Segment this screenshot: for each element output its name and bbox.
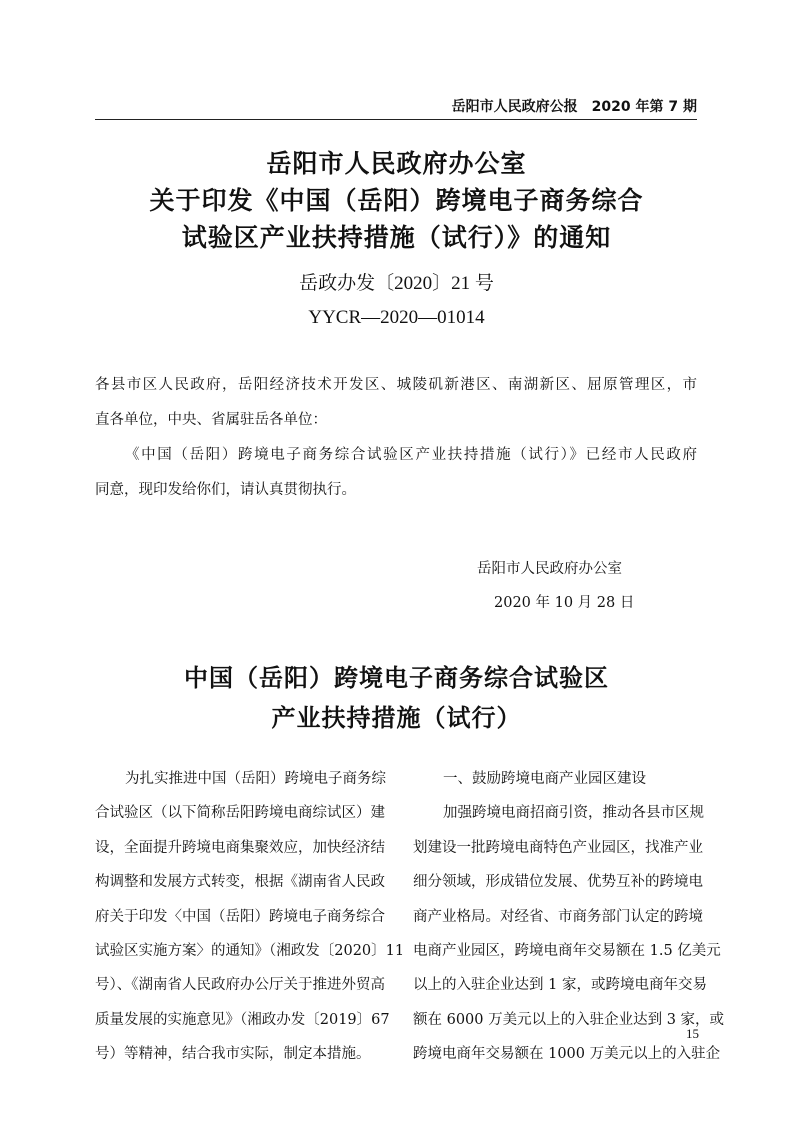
body-line: 《中国（岳阳）跨境电子商务综合试验区产业扶持措施（试行）》已经市人民政府 xyxy=(125,447,697,463)
paragraph-line: 为扎实推进中国（岳阳）跨境电子商务综 xyxy=(125,771,386,787)
notice-title-line: 岳阳市人民政府办公室 xyxy=(266,149,527,178)
paragraph-line: 号）、《湖南省人民政府办公厅关于推进外贸高 xyxy=(95,977,385,994)
notice-title-line: 关于印发《中国（岳阳）跨境电子商务综合 xyxy=(149,186,644,215)
paragraph-line: 号）等精神，结合我市实际，制定本措施。 xyxy=(95,1046,371,1063)
addressee-line: 直各单位，中央、省属驻岳各单位： xyxy=(95,412,327,428)
paragraph-line: 商产业格局。对经省、市商务部门认定的跨境 xyxy=(413,908,703,925)
paragraph-line: 试验区实施方案〉的通知》（湘政发〔2020〕11 xyxy=(95,942,405,959)
running-header: 岳阳市人民政府公报 2020 年第 7 期 xyxy=(451,99,697,115)
measures-title-line: 产业扶持措施（试行） xyxy=(271,704,522,732)
paragraph-line: 跨境电商年交易额在 1000 万美元以上的入驻企 xyxy=(413,1046,721,1063)
header-rule xyxy=(95,119,697,120)
page-number: 15 xyxy=(686,1026,699,1041)
paragraph-line: 额在 6000 万美元以上的入驻企业达到 3 家，或 xyxy=(413,1011,725,1028)
paragraph-line: 府关于印发〈中国（岳阳）跨境电子商务综合 xyxy=(95,908,385,925)
registration-code: YYCR—2020—01014 xyxy=(308,307,485,328)
paragraph-line: 划建设一批跨境电商特色产业园区，找准产业 xyxy=(413,839,703,856)
paragraph-line: 合试验区（以下简称岳阳跨境电商综试区）建 xyxy=(95,805,385,822)
notice-title-line: 试验区产业扶持措施（试行）》的通知 xyxy=(181,223,612,252)
addressee-line: 各县市区人民政府，岳阳经济技术开发区、城陵矶新港区、南湖新区、屈原管理区，市 xyxy=(95,377,697,393)
section-heading: 一、鼓励跨境电商产业园区建设 xyxy=(443,771,646,787)
document-number: 岳政办发〔2020〕21 号 xyxy=(299,273,494,294)
paragraph-line: 质量发展的实施意见》（湘政办发〔2019〕67 xyxy=(95,1011,390,1028)
paragraph-line: 电商产业园区，跨境电商年交易额在 1.5 亿美元 xyxy=(413,942,721,959)
paragraph-line: 构调整和发展方式转变，根据《湖南省人民政 xyxy=(95,874,385,891)
paragraph-line: 细分领域，形成错位发展、优势互补的跨境电 xyxy=(413,874,703,891)
paragraph-line: 以上的入驻企业达到 1 家，或跨境电商年交易 xyxy=(413,977,707,994)
body-line: 同意，现印发给你们，请认真贯彻执行。 xyxy=(95,482,356,498)
date: 2020 年 10 月 28 日 xyxy=(494,595,635,611)
paragraph-line: 设，全面提升跨境电商集聚效应，加快经济结 xyxy=(95,839,385,856)
signature: 岳阳市人民政府办公室 xyxy=(477,561,622,577)
measures-title-line: 中国（岳阳）跨境电子商务综合试验区 xyxy=(184,664,609,692)
left-column xyxy=(95,769,405,1079)
right-column xyxy=(413,769,725,1079)
paragraph-line: 加强跨境电商招商引资，推动各县市区规 xyxy=(443,805,704,822)
